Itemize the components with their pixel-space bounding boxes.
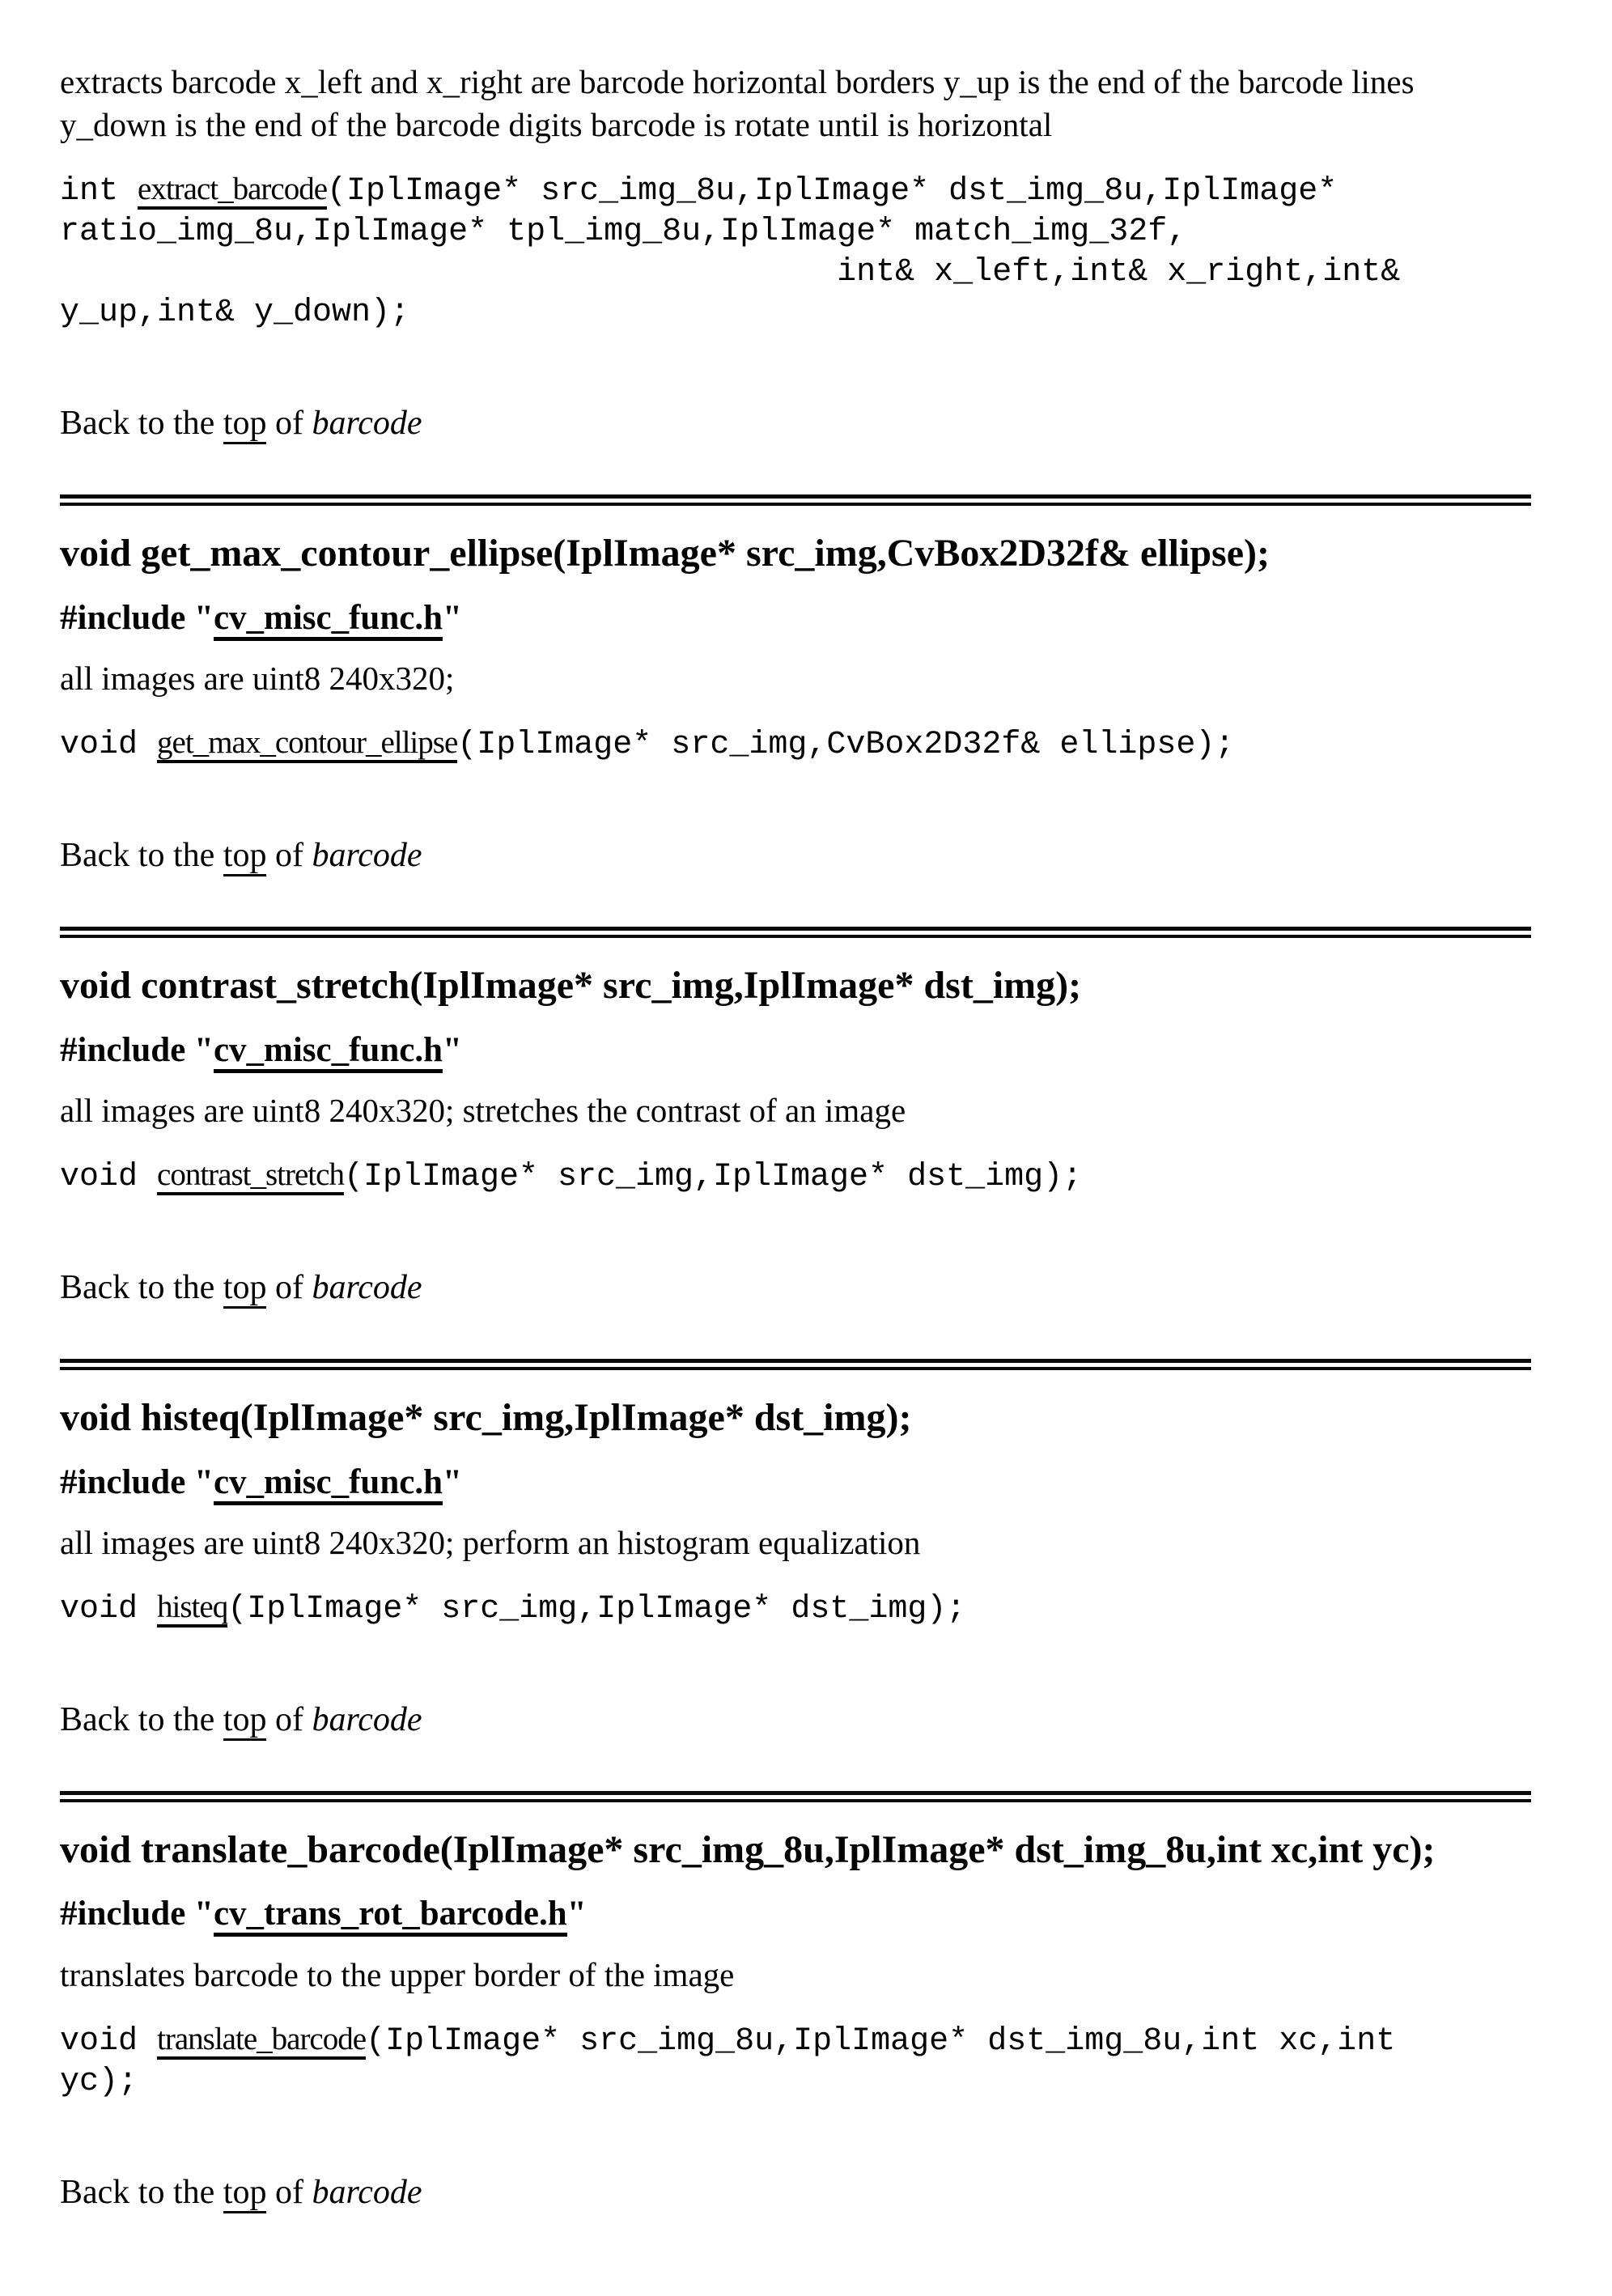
back-target: barcode <box>312 1700 422 1738</box>
include-line <box>60 596 1531 640</box>
section-description: all images are uint8 240x320; perform an histogram equalization <box>60 1524 921 1562</box>
code-prefix: int <box>60 172 138 210</box>
back-target: barcode <box>312 2173 422 2211</box>
code-suffix: (IplImage* src_img,IplImage* dst_img); <box>343 1158 1083 1195</box>
section-histeq <box>60 1359 1531 1741</box>
code-prefix: void <box>60 726 158 763</box>
back-to-top-line <box>60 402 1531 445</box>
include-file-link[interactable]: cv_misc_func.h <box>214 1463 443 1505</box>
include-file-link[interactable]: cv_misc_func.h <box>214 1031 443 1073</box>
function-link[interactable]: translate_barcode <box>157 2022 366 2060</box>
code-block <box>60 2020 1484 2103</box>
code-suffix: (IplImage* src_img_8u,IplImage* dst_img_8u,IplImage* ratio_img_8u,IplImage* tpl_img_8u,IplImage* match_img_32f, int& x_left,int& x_right,int& y_up,int& y_down); <box>60 172 1401 331</box>
back-to-top-line <box>60 834 1531 877</box>
include-file-link[interactable]: cv_misc_func.h <box>214 599 443 641</box>
back-text: of <box>266 1700 312 1738</box>
include-file-link[interactable]: cv_trans_rot_barcode.h <box>214 1895 567 1937</box>
top-link[interactable]: top <box>223 837 267 876</box>
intro-description: extracts barcode x_left and x_right are barcode horizontal borders y_up is the end of the barcode lines y_down is the end of the barcode digits barcode is rotate until is horizontal <box>60 63 1415 144</box>
back-text: Back to the <box>60 2173 223 2211</box>
back-text: of <box>266 1268 312 1306</box>
include-text: #include " <box>60 1895 214 1933</box>
back-text: of <box>266 836 312 874</box>
code-prefix: void <box>60 2022 158 2060</box>
back-text: of <box>266 404 312 442</box>
code-block <box>60 724 1484 766</box>
back-text: Back to the <box>60 404 223 442</box>
section-heading: void contrast_stretch(IplImage* src_img,IplImage* dst_img); <box>60 964 1082 1008</box>
back-to-top-line <box>60 1267 1531 1309</box>
back-text: Back to the <box>60 1700 223 1738</box>
top-link[interactable]: top <box>223 405 267 444</box>
include-text: " <box>443 1030 462 1069</box>
code-block <box>60 1156 1484 1198</box>
include-text: " <box>443 598 462 637</box>
function-link[interactable]: extract_barcode <box>138 172 327 210</box>
include-text: #include " <box>60 598 214 637</box>
horizontal-rule <box>60 1791 1531 1802</box>
section-heading: void histeq(IplImage* src_img,IplImage* dst_img); <box>60 1396 912 1440</box>
include-text: #include " <box>60 1462 214 1501</box>
back-target: barcode <box>312 836 422 874</box>
include-line <box>60 1461 1531 1504</box>
section-heading: void get_max_contour_ellipse(IplImage* src_img,CvBox2D32f& ellipse); <box>60 532 1270 575</box>
code-prefix: void <box>60 1590 158 1628</box>
section-get-max-contour-ellipse <box>60 494 1531 876</box>
horizontal-rule <box>60 494 1531 506</box>
code-suffix: (IplImage* src_img,IplImage* dst_img); <box>227 1590 966 1628</box>
include-text: " <box>566 1895 587 1933</box>
back-text: of <box>266 2173 312 2211</box>
section-description: translates barcode to the upper border of the image <box>60 1956 735 1994</box>
section-description: all images are uint8 240x320; <box>60 660 455 698</box>
include-text: #include " <box>60 1030 214 1069</box>
horizontal-rule <box>60 1359 1531 1370</box>
function-link[interactable]: get_max_contour_ellipse <box>157 725 457 763</box>
back-text: Back to the <box>60 836 223 874</box>
back-to-top-line <box>60 1699 1531 1742</box>
function-link[interactable]: histeq <box>157 1589 227 1628</box>
section-heading: void translate_barcode(IplImage* src_img_8u,IplImage* dst_img_8u,int xc,int yc); <box>60 1828 1436 1872</box>
section-translate-barcode <box>60 1791 1531 2213</box>
back-target: barcode <box>312 1268 422 1306</box>
back-target: barcode <box>312 404 422 442</box>
include-line <box>60 1892 1531 1936</box>
back-text: Back to the <box>60 1268 223 1306</box>
section-description: all images are uint8 240x320; stretches the contrast of an image <box>60 1092 906 1130</box>
code-block <box>60 1588 1484 1630</box>
top-link[interactable]: top <box>223 1269 267 1309</box>
top-link[interactable]: top <box>223 1701 267 1741</box>
top-link[interactable]: top <box>223 2174 267 2213</box>
include-line <box>60 1029 1531 1072</box>
back-to-top-line <box>60 2171 1531 2214</box>
horizontal-rule <box>60 927 1531 938</box>
code-suffix: (IplImage* src_img_8u,IplImage* dst_img_8u,int xc,int yc); <box>60 2022 1396 2100</box>
section-contrast-stretch <box>60 927 1531 1309</box>
code-suffix: (IplImage* src_img,CvBox2D32f& ellipse); <box>457 726 1235 763</box>
code-prefix: void <box>60 1158 158 1195</box>
include-text: " <box>443 1462 462 1501</box>
code-block <box>60 170 1484 333</box>
function-link[interactable]: contrast_stretch <box>157 1157 344 1195</box>
